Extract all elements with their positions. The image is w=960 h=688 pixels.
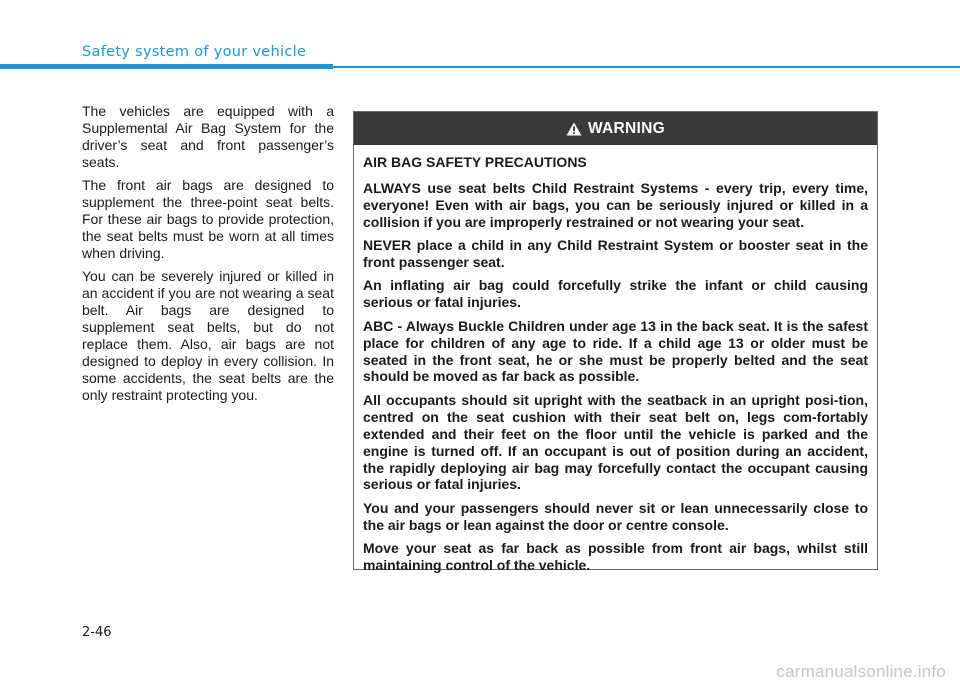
watermark: carmanualsonline.info bbox=[776, 662, 946, 681]
warning-paragraph: You and your passengers should never sit or lean unnecessarily close to the air bags or lean against the door or centre console. bbox=[363, 499, 868, 533]
warning-box bbox=[353, 111, 878, 574]
header-rule-thin bbox=[333, 66, 960, 68]
warning-subtitle: AIR BAG SAFETY PRECAUTIONS bbox=[363, 154, 587, 170]
header-rule-thick bbox=[0, 64, 333, 69]
warning-body bbox=[354, 145, 877, 574]
warning-header bbox=[354, 112, 877, 145]
warning-paragraph: All occupants should sit upright with the seatback in an upright posi-tion, centred on the seat cushion with their seat belt on, legs com-fortably extended and their feet on the floor until the vehicle is parked and the engine is turned off. If an occupant is out of position during an accident, the rapidly deploying air bag may forcefully contact the occupant causing serious or fatal injuries. bbox=[363, 391, 868, 493]
paragraph: You can be severely injured or killed in an accident if you are not wearing a seat belt. Air bags are designed to supplement seat belts, but do not replace them. Also, air bags are not designed to deploy in every collision. In some accidents, the seat belts are the only restraint protecting you. bbox=[82, 268, 334, 403]
section-title: Safety system of your vehicle bbox=[82, 44, 307, 60]
left-column-text bbox=[82, 103, 334, 410]
warning-paragraph: NEVER place a child in any Child Restraint System or booster seat in the front passenger seat. bbox=[363, 237, 868, 271]
warning-paragraph: ABC - Always Buckle Children under age 13 in the back seat. It is the safest place for children of any age to ride. If a child age 13 or older must be seated in the front seat, he or she must be properly belted and the seat should be moved as far back as possible. bbox=[363, 317, 868, 385]
warning-paragraph: An inflating air bag could forcefully strike the infant or child causing serious or fatal injuries. bbox=[363, 277, 868, 311]
warning-paragraph: Move your seat as far back as possible from front air bags, whilst still maintaining control of the vehicle. bbox=[363, 540, 868, 574]
page-number: 2-46 bbox=[82, 625, 112, 640]
paragraph: The front air bags are designed to supplement the three-point seat belts. For these air bags to provide protection, the seat belts must be worn at all times when driving. bbox=[82, 177, 334, 261]
warning-triangle-icon bbox=[566, 122, 582, 136]
warning-paragraph: ALWAYS use seat belts Child Restraint Systems - every trip, every time, everyone! Even with air bags, you can be seriously injured or killed in a collision if you are improperly restrained or not wearing your seat. bbox=[363, 179, 868, 230]
paragraph: The vehicles are equipped with a Supplemental Air Bag System for the driver’s seat and front passenger’s seats. bbox=[82, 103, 334, 170]
warning-label: WARNING bbox=[587, 119, 665, 137]
